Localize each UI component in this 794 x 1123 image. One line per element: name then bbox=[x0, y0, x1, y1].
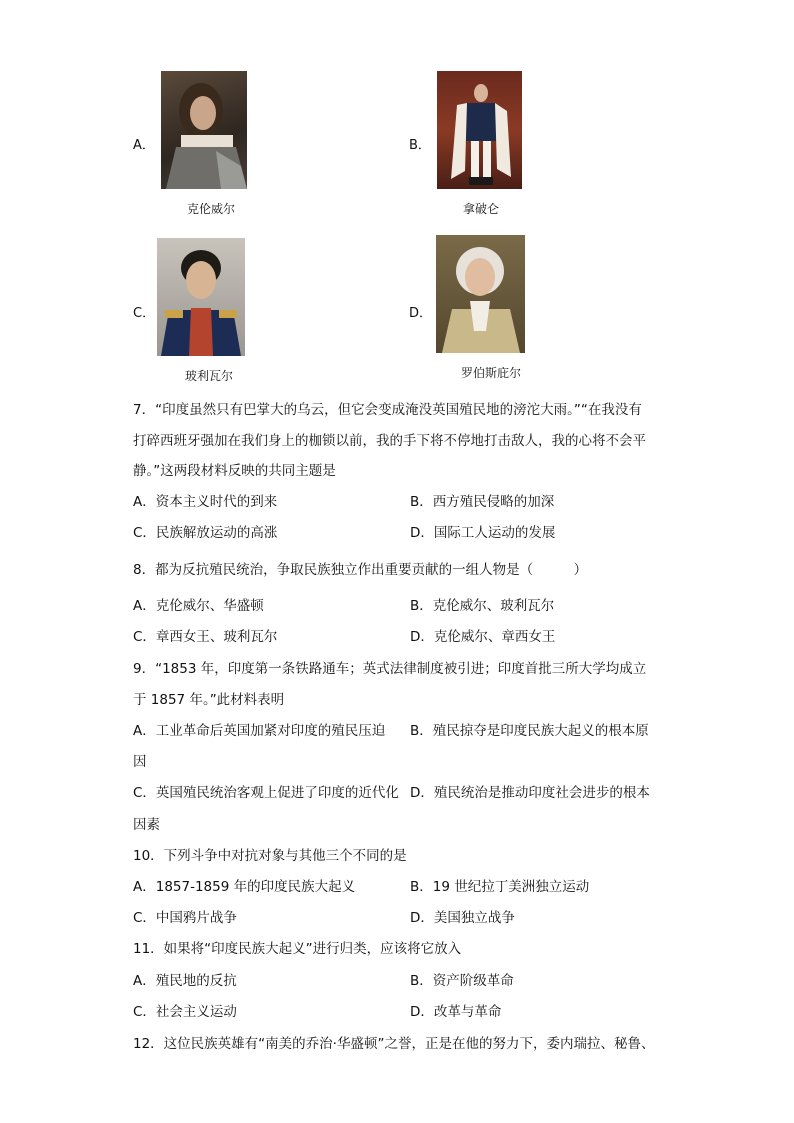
q12-stem-line-1: 12．这位民族英雄有“南美的乔治·华盛顿”之誉，正是在他的努力下，委内瑞拉、秘鲁、 bbox=[133, 1036, 655, 1052]
caption-robespierre: 罗伯斯庇尔 bbox=[461, 366, 522, 380]
q11-stem: 11．如果将“印度民族大起义”进行归类，应该将它放入 bbox=[133, 941, 462, 957]
q9-stem-line-1: 9．“1853 年，印度第一条铁路通车；英式法律制度被引进；印度首批三所大学均成立 bbox=[133, 661, 647, 677]
q7-stem-line-3: 静。”这两段材料反映的共同主题是 bbox=[133, 463, 336, 479]
q10-stem: 10．下列斗争中对抗对象与其他三个不同的是 bbox=[133, 848, 407, 864]
cromwell-portrait bbox=[161, 71, 247, 189]
robespierre-portrait bbox=[436, 235, 525, 353]
option-letter-d: D． bbox=[409, 306, 433, 321]
q9-option-b-wrap: 因 bbox=[133, 754, 147, 770]
q10-option-c[interactable]: C．中国鸦片战争 bbox=[133, 910, 237, 926]
q7-option-c[interactable]: C．民族解放运动的高涨 bbox=[133, 525, 278, 541]
q7-stem-line-1: 7．“印度虽然只有巴掌大的乌云，但它会变成淹没英国殖民地的滂沱大雨。”“在我没有 bbox=[133, 402, 642, 418]
q11-option-b[interactable]: B．资产阶级革命 bbox=[410, 973, 514, 989]
q8-stem: 8．都为反抗殖民统治，争取民族独立作出重要贡献的一组人物是（ ） bbox=[133, 562, 588, 578]
q11-option-c[interactable]: C．社会主义运动 bbox=[133, 1004, 237, 1020]
q8-option-c[interactable]: C．章西女王、玻利瓦尔 bbox=[133, 629, 278, 645]
option-letter-b: B． bbox=[409, 138, 431, 153]
q7-option-b[interactable]: B．西方殖民侵略的加深 bbox=[410, 494, 555, 510]
q9-option-b[interactable]: B．殖民掠夺是印度民族大起义的根本原 bbox=[410, 723, 649, 739]
option-letter-a: A． bbox=[133, 138, 155, 153]
caption-bolivar: 玻利瓦尔 bbox=[185, 369, 234, 383]
q8-option-a[interactable]: A．克伦威尔、华盛顿 bbox=[133, 598, 264, 614]
q9-option-d-wrap: 因素 bbox=[133, 817, 160, 833]
q7-option-a[interactable]: A．资本主义时代的到来 bbox=[133, 494, 278, 510]
q9-stem-line-2: 于 1857 年。”此材料表明 bbox=[133, 692, 285, 708]
caption-napoleon: 拿破仑 bbox=[463, 202, 500, 216]
q8-option-d[interactable]: D．克伦威尔、章西女王 bbox=[410, 629, 556, 645]
q7-stem-line-2: 打碎西班牙强加在我们身上的枷锁以前，我的手下将不停地打击敌人，我的心将不会平 bbox=[133, 433, 646, 449]
napoleon-portrait bbox=[437, 71, 522, 189]
q10-option-b[interactable]: B．19 世纪拉丁美洲独立运动 bbox=[410, 879, 590, 895]
q11-option-a[interactable]: A．殖民地的反抗 bbox=[133, 973, 237, 989]
q9-option-a[interactable]: A．工业革命后英国加紧对印度的殖民压迫 bbox=[133, 723, 386, 739]
q7-option-d[interactable]: D．国际工人运动的发展 bbox=[410, 525, 556, 541]
q11-option-d[interactable]: D．改革与革命 bbox=[410, 1004, 502, 1020]
q10-option-a[interactable]: A．1857-1859 年的印度民族大起义 bbox=[133, 879, 356, 895]
q9-option-c[interactable]: C．英国殖民统治客观上促进了印度的近代化 bbox=[133, 785, 399, 801]
caption-cromwell: 克伦威尔 bbox=[187, 202, 236, 216]
bolivar-portrait bbox=[157, 238, 245, 356]
q9-option-d[interactable]: D．殖民统治是推动印度社会进步的根本 bbox=[410, 785, 650, 801]
q10-option-d[interactable]: D．美国独立战争 bbox=[410, 910, 515, 926]
option-letter-c: C． bbox=[133, 306, 156, 321]
q8-option-b[interactable]: B．克伦威尔、玻利瓦尔 bbox=[410, 598, 555, 614]
